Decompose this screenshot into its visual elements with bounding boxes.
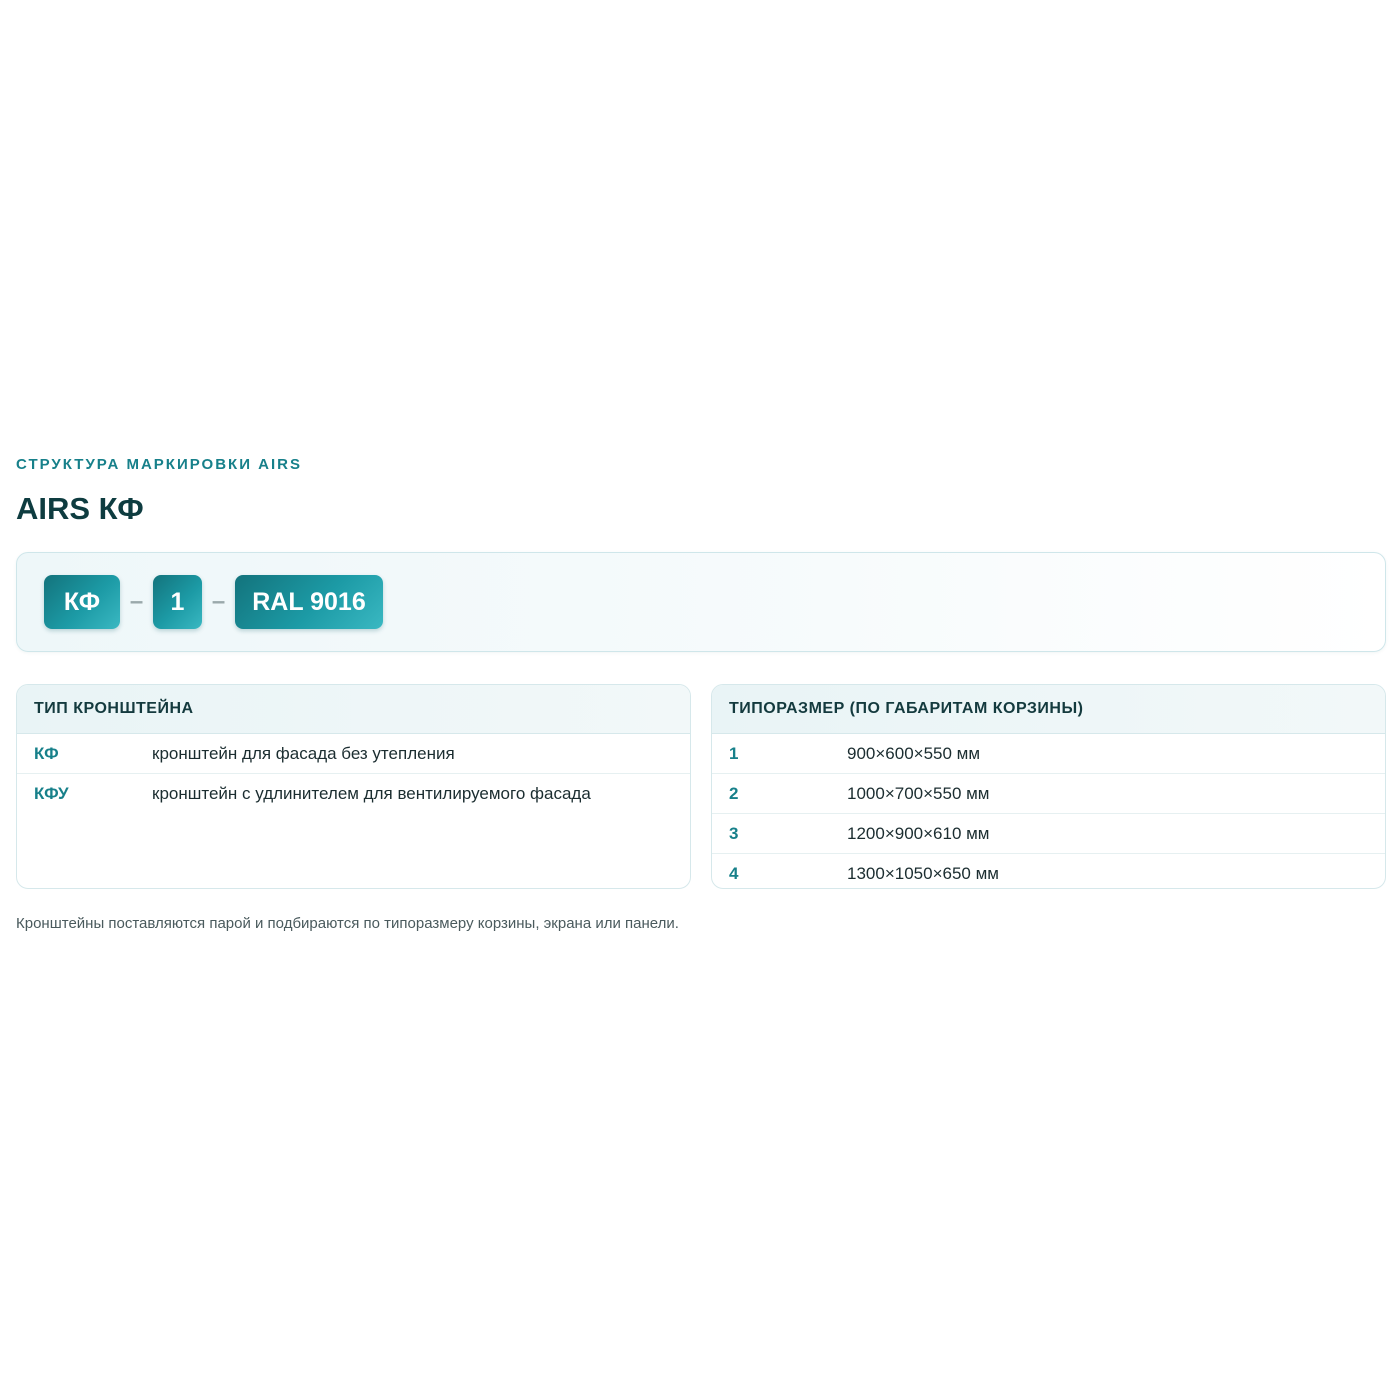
row-value: кронштейн для фасада без утепления	[152, 743, 455, 763]
marking-code-panel	[16, 552, 1386, 652]
row-key: 3	[729, 823, 739, 843]
row-value: 1000×700×550 мм	[847, 783, 990, 803]
table-row	[712, 734, 1385, 774]
row-value: 1200×900×610 мм	[847, 823, 990, 843]
table-heading: ТИПОРАЗМЕР (ПО ГАБАРИТАМ КОРЗИНЫ)	[712, 685, 1385, 734]
code-chip-size: 1	[153, 575, 202, 629]
page-title: AIRS КФ	[16, 491, 144, 526]
table-row	[712, 814, 1385, 854]
row-key: 1	[729, 743, 739, 763]
row-value: 1300×1050×650 мм	[847, 863, 999, 883]
row-value: 900×600×550 мм	[847, 743, 981, 763]
footnote: Кронштейны поставляются парой и подбираются по типоразмеру корзины, экрана или панели.	[16, 915, 679, 932]
code-chip-color: RAL 9016	[235, 575, 383, 629]
row-value: кронштейн с удлинителем для вентилируемого фасада	[152, 783, 591, 803]
tables-row	[16, 684, 1386, 889]
table-heading: ТИП КРОНШТЕЙНА	[17, 685, 690, 734]
row-key: КФ	[34, 743, 59, 763]
code-separator: –	[129, 588, 144, 615]
bracket-type-table	[16, 684, 691, 889]
code-chip-type: КФ	[44, 575, 120, 629]
section-eyebrow: СТРУКТУРА МАРКИРОВКИ AIRS	[16, 456, 302, 473]
table-row	[17, 774, 690, 813]
table-row	[17, 734, 690, 774]
size-table	[711, 684, 1386, 889]
row-key: 4	[729, 863, 739, 883]
table-row	[712, 774, 1385, 814]
code-separator: –	[211, 588, 226, 615]
row-key: 2	[729, 783, 739, 803]
table-row	[712, 854, 1385, 889]
marking-section	[16, 455, 1386, 947]
row-key: КФУ	[34, 783, 69, 803]
